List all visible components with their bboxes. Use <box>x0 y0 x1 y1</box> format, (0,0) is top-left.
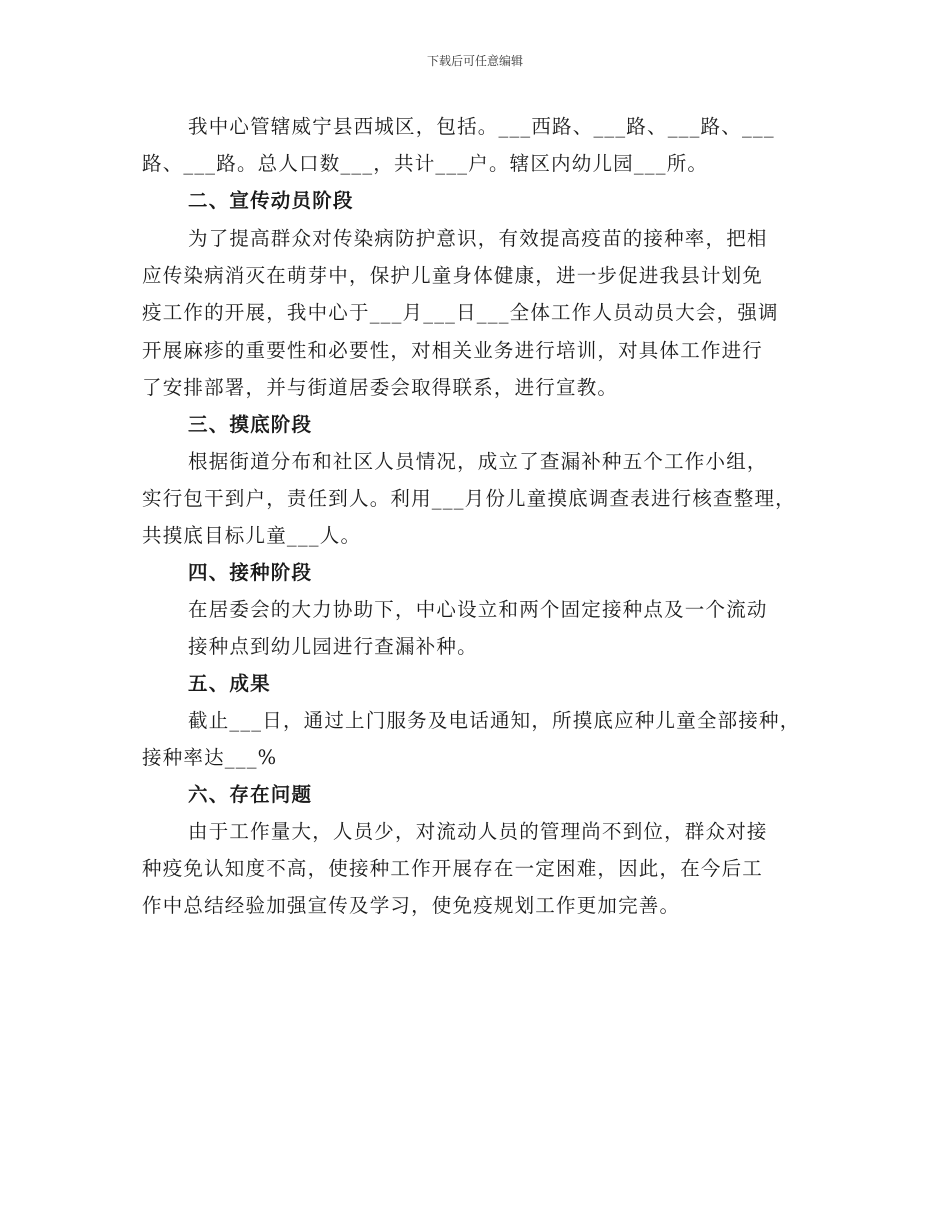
paragraph-line: 疫工作的开展，我中心于___月___日___全体工作人员动员大会，强调 <box>142 301 779 324</box>
paragraph-line: 实行包干到户，责任到人。利用___月份儿童摸底调查表进行核查整理， <box>142 487 796 510</box>
paragraph-line: 种疫免认知度不高，使接种工作开展存在一定困难，因此，在今后工 <box>142 857 764 880</box>
paragraph-line: 在居委会的大力协助下，中心设立和两个固定接种点及一个流动 <box>188 598 768 621</box>
paragraph-line: 由于工作量大，人员少，对流动人员的管理尚不到位，群众对接 <box>188 820 768 843</box>
paragraph-line: 根据街道分布和社区人员情况，成立了查漏补种五个工作小组， <box>188 450 768 473</box>
section-heading: 三、摸底阶段 <box>188 413 313 436</box>
paragraph-line: 路、___路。总人口数___，共计___户。辖区内幼儿园___所。 <box>142 152 709 175</box>
paragraph-line: 截止___日，通过上门服务及电话通知，所摸底应种儿童全部接种， <box>188 709 801 732</box>
paragraph-line: 作中总结经验加强宣传及学习，使免疫规划工作更加完善。 <box>142 894 681 917</box>
paragraph-line: 了安排部署，并与街道居委会取得联系，进行宣教。 <box>142 376 619 399</box>
section-heading: 四、接种阶段 <box>188 561 313 584</box>
paragraph-line: 共摸底目标儿童___人。 <box>142 524 362 547</box>
section-heading: 六、存在问题 <box>188 783 313 806</box>
paragraph-line: 应传染病消灭在萌芽中，保护儿童身体健康，进一步促进我县计划免 <box>142 264 764 287</box>
paragraph-line: 接种点到幼儿园进行查漏补种。 <box>188 635 478 658</box>
section-heading: 二、宣传动员阶段 <box>188 189 354 212</box>
paragraph-line: 接种率达___% <box>142 746 278 769</box>
section-heading: 五、成果 <box>188 672 271 695</box>
page-header: 下载后可任意编辑 <box>426 54 523 68</box>
paragraph-line: 为了提高群众对传染病防护意识，有效提高疫苗的接种率，把相 <box>188 227 768 250</box>
paragraph-line: 我中心管辖威宁县西城区，包括。___西路、___路、___路、___ <box>188 115 775 138</box>
paragraph-line: 开展麻疹的重要性和必要性，对相关业务进行培训，对具体工作进行 <box>142 339 764 362</box>
